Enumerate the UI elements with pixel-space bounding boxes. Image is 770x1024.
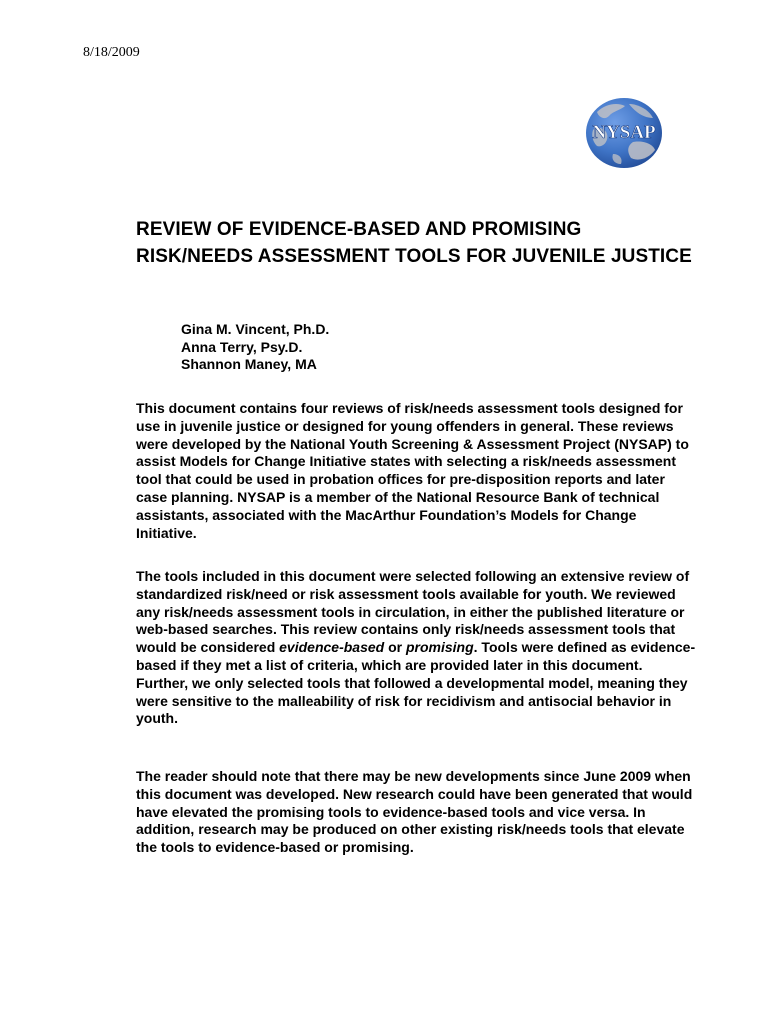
author-list [181, 321, 329, 374]
reader-note-paragraph: The reader should note that there may be new developments since June 2009 when this document was developed. New research could have been generated that would have elevated the promising tools to evidence-based tools and vice versa. In addition, research may be produced on other existing risk/needs tools that elevate the tools to evidence-based or promising. [136, 768, 693, 856]
paragraph-text: The tools included in this document were selected following an extensive review of standardized risk/need or risk assessment tools available for youth. We reviewed any risk/needs assessment tools in circulation, in either the published literature or web-based searches. This review contains only risk/needs assessment tools that would be considered [136, 568, 690, 656]
paragraph-text: or [384, 639, 406, 656]
intro-paragraph: This document contains four reviews of risk/needs assessment tools designed for use in juvenile justice or designed for young offenders in general. These reviews were developed by the National Youth Screening & Assessment Project (NYSAP) to assist Models for Change Initiative states with selecting a risk/needs assessment tool that could be used in probation offices for pre-disposition reports and later case planning. NYSAP is a member of the National Resource Bank of technical assistants, associated with the MacArthur Foundation’s Models for Change Initiative. [136, 400, 689, 541]
author-name: Shannon Maney, MA [181, 356, 317, 372]
emphasized-term: promising [405, 639, 474, 656]
document-title: REVIEW OF EVIDENCE-BASED AND PROMISING RISK/NEEDS ASSESSMENT TOOLS FOR JUVENILE JUSTICE [136, 219, 692, 267]
paragraph-text: . Tools were defined as evidence-based if they met a list of criteria, which are provided later in this document. Further, we only selected tools that followed a developmental model, meaning they were sensitive to the malleability of risk for recidivism and antisocial behavior in youth. [136, 639, 696, 727]
author-name: Anna Terry, Psy.D. [181, 338, 303, 355]
nysap-logo [583, 96, 665, 170]
globe-logo-icon [583, 96, 665, 170]
document-date: 8/18/2009 [83, 45, 140, 60]
author-name: Gina M. Vincent, Ph.D. [181, 321, 330, 337]
logo-text: NYSAP [592, 122, 656, 143]
tools-selection-paragraph [136, 568, 696, 728]
emphasized-term: evidence-based [279, 639, 385, 656]
